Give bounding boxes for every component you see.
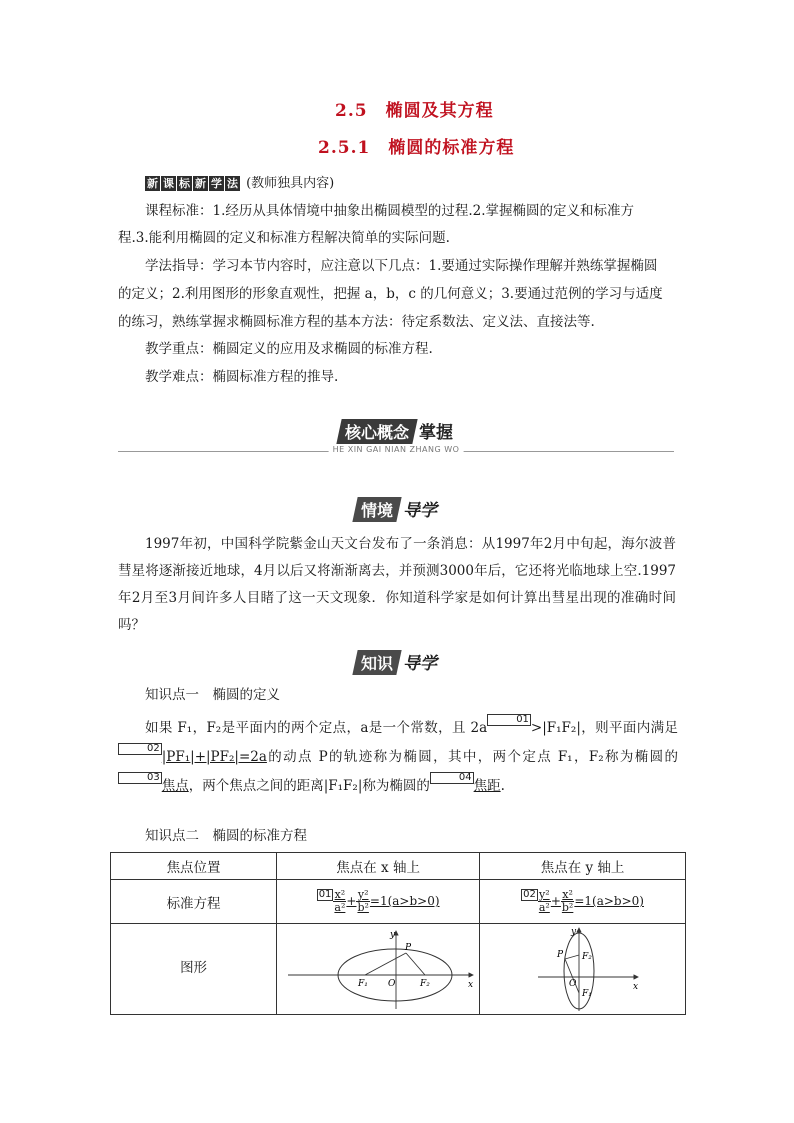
segment-pf2 xyxy=(406,953,425,975)
blank-box-02: 02 xyxy=(523,889,536,900)
label-f2: F₂ xyxy=(420,979,430,989)
frac-num: y² xyxy=(539,888,550,901)
label-f1: F₁ xyxy=(358,979,368,989)
header-focus-position: 焦点位置 xyxy=(111,853,277,880)
header-focus-y-axis: 焦点在 y 轴上 xyxy=(480,853,686,880)
badge-note: (教师独具内容) xyxy=(246,176,335,191)
label-o: O xyxy=(568,979,576,989)
label-x: x xyxy=(632,982,638,992)
answer-03: 焦点 xyxy=(161,778,189,794)
ellipse-y-axis-figure xyxy=(483,925,683,1013)
course-standard-line2: 程.3.能利用椭圆的定义和标准方程解决简单的实际问题. xyxy=(118,230,450,246)
badge-char: 课 xyxy=(163,177,174,190)
core-concept-banner xyxy=(118,418,674,457)
label-y: y xyxy=(390,930,396,940)
def-text: ，两个焦点之间的距离|F₁F₂|称为椭圆的 xyxy=(188,778,430,794)
knowledge-heading xyxy=(355,649,437,675)
badge-char: 标 xyxy=(179,177,190,190)
frac-num: x² xyxy=(334,888,346,901)
table-row-equation xyxy=(111,880,686,924)
banner-pinyin: HE XIN GAI NIAN ZHANG WO xyxy=(329,445,464,454)
row-label-figure: 图形 xyxy=(111,924,277,1015)
blank-box-04: 04 xyxy=(430,772,474,784)
course-standard-line1: 课程标准：1.经历从具体情境中抽象出椭圆模型的过程.2.掌握椭圆的定义和标准方 xyxy=(145,203,635,219)
scenario-dark-label: 情境 xyxy=(352,497,401,522)
scenario-paragraph: 1997年初，中国科学院紫金山天文台发布了一条消息：从1997年2月中旬起，海尔波普彗星将逐渐接近地球，4月以后又将渐渐离去，并预测3000年后，它还将光临地球上空.1997年2月至3月间许多人目睹了这一天文现象．你知道科学家是如何计算出彗星出现的准确时间吗？ xyxy=(118,536,676,633)
blank-box-02: 02 xyxy=(118,743,162,755)
scenario-heading xyxy=(355,496,437,522)
teaching-difficulty: 教学难点：椭圆标准方程的推导. xyxy=(145,369,339,385)
blank-box-01: 01 xyxy=(318,889,332,900)
frac-den: b² xyxy=(561,901,574,914)
header-focus-x-axis: 焦点在 x 轴上 xyxy=(277,853,480,880)
knowledge-point1-title: 知识点一 椭圆的定义 xyxy=(145,687,280,703)
row-label-standard-equation: 标准方程 xyxy=(111,880,277,924)
figure-x-axis-cell xyxy=(277,924,480,1015)
knowledge-point2-title: 知识点二 椭圆的标准方程 xyxy=(145,828,307,844)
study-guide-line2: 的定义；2.利用图形的形象直观性，把握 a，b，c 的几何意义；3.要通过范例的学习与适度 xyxy=(118,286,663,302)
label-y: y xyxy=(570,927,576,937)
badge-char: 学 xyxy=(211,177,222,190)
frac-num: y² xyxy=(357,888,369,901)
label-o: O xyxy=(388,979,396,989)
banner-light-label: 掌握 xyxy=(419,423,453,443)
subsection-title: 2.5.1 椭圆的标准方程 xyxy=(318,138,515,158)
equation-x-axis: 01 $\frac{\text{x²}}{\text{a²}}$ + $\frac{\text{y²}}{\text{b²}}$ =1(a>b>0) xyxy=(277,880,480,924)
standard-equation-table xyxy=(110,852,686,1015)
study-guide-line1: 学法指导：学习本节内容时，应注意以下几点：1.要通过实际操作理解并熟练掌握椭圆 xyxy=(145,258,658,274)
ellipse-x-axis-figure xyxy=(278,925,478,1013)
knowledge-light-label: 导学 xyxy=(403,654,438,674)
frac-num: x² xyxy=(562,888,573,901)
def-text: 如果 F₁，F₂是平面内的两个定点，a是一个常数，且 2a xyxy=(145,720,488,736)
frac-den: a² xyxy=(334,901,346,914)
label-f1: F₁ xyxy=(581,989,592,999)
label-x: x xyxy=(468,980,474,990)
answer-04: 焦距 xyxy=(473,778,501,794)
table-header-row xyxy=(111,853,686,880)
frac-den: b² xyxy=(357,901,369,914)
section-title: 2.5 椭圆及其方程 xyxy=(335,101,494,121)
badge-char: 法 xyxy=(227,177,238,190)
badge-char: 新 xyxy=(195,177,206,190)
equation-tail: =1(a>b>0) xyxy=(369,894,440,908)
segment-pf2 xyxy=(565,955,579,959)
knowledge-dark-label: 知识 xyxy=(352,650,401,675)
def-text: >|F₁F₂|，则平面内满足 xyxy=(530,720,679,736)
badge-char: 新 xyxy=(147,177,158,190)
ellipse-definition xyxy=(118,714,678,801)
def-text: . xyxy=(500,778,505,794)
teaching-key-point: 教学重点：椭圆定义的应用及求椭圆的标准方程. xyxy=(145,341,433,357)
study-guide-line3: 的练习，熟练掌握求椭圆标准方程的基本方法：待定系数法、定义法、直接法等. xyxy=(118,314,595,330)
equation-tail: =1(a>b>0) xyxy=(574,894,644,908)
equation-y-axis: 02 $\frac{\text{y²}}{\text{a²}}$ + $\frac{\text{x²}}{\text{b²}}$ =1(a>b>0) xyxy=(480,880,686,924)
label-p: P xyxy=(405,943,412,953)
blank-box-01: 01 xyxy=(487,714,531,726)
frac-den: a² xyxy=(538,901,550,914)
answer-02: |PF₁|+|PF₂|=2a xyxy=(161,749,267,765)
new-curriculum-badge xyxy=(145,172,334,191)
def-text: 的动点 P的轨迹称为椭圆，其中，两个定点 F₁，F₂称为椭圆的 xyxy=(266,749,678,765)
figure-y-axis-cell xyxy=(480,924,686,1015)
blank-box-03: 03 xyxy=(118,772,162,784)
banner-dark-label: 核心概念 xyxy=(336,419,417,444)
label-f2: F₂ xyxy=(581,952,592,962)
segment-pf1 xyxy=(365,953,406,975)
scenario-light-label: 导学 xyxy=(403,501,438,521)
table-row-figure xyxy=(111,924,686,1015)
label-p: P xyxy=(556,950,563,960)
